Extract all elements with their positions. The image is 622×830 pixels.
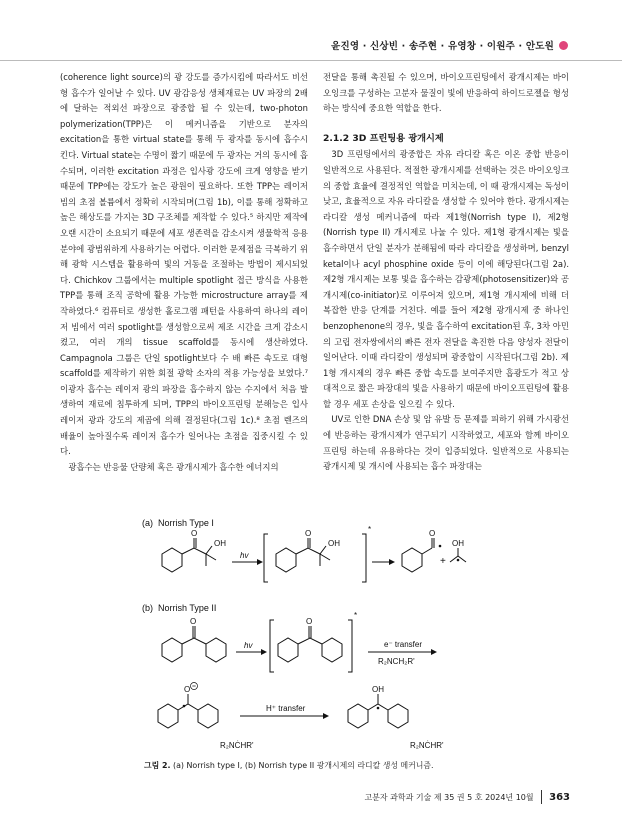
panel-a-label: (a)	[142, 518, 153, 528]
accent-dot-icon	[559, 41, 568, 50]
hv-label-a: hv	[240, 551, 249, 560]
figure-caption	[144, 760, 433, 771]
hydroxyl-a3: OH	[452, 539, 464, 548]
ketyl-radical-anion	[158, 694, 218, 728]
ketyl-oh: OH	[372, 685, 384, 694]
plus-sign: +	[440, 556, 446, 567]
carbonyl-o-b2: O	[306, 617, 313, 626]
excited-star-a: *	[368, 525, 372, 534]
benzophenone-reactant	[162, 626, 226, 662]
right-column	[323, 70, 569, 475]
anion-o: O	[184, 685, 191, 694]
bracket-left-a	[264, 534, 268, 582]
caption-text: (a) Norrish type I, (b) Norrish type II 광개시제의 라디칼 생성 메커니즘.	[170, 761, 434, 770]
bracket-left-b	[270, 620, 274, 672]
carbonyl-o-a1: O	[191, 529, 198, 538]
panel-a-title: Norrish Type I	[158, 518, 214, 528]
amine-label: R₂NCH₂R'	[378, 657, 415, 666]
left-paragraph-1: (coherence light source)의 광 강도를 증가시킴에 따라서도 비선형 흡수가 일어날 수 있다. UV 광감응성 생체재료는 UV 파장의 2배에 달하는 적외선 파장으로 광중합 될 수 있는데, two-photon polymerization(TPP)은 이 메커니즘을 기반으로 분자의 excitation을 통한 virtual state를 통해 두 광자를 동시에 흡수시킨다. Virtual state는 수명이 짧기 때문에 두 광자는 거의 동시에 흡수되며, 이러한 excitation 과정은 입사광 강도에 크게 영향을 받기 때문에 TPP에는 강도가 높은 광원이 필요하다. 또한 TPP는 레이저 빔의 초점 볼륨에서 정확히 시작되며(그림 1b), 이를 통해 정확하고 높은 해상도를 가지는 3D 구조체를 제작할 수 있다.⁵ 하지만 제작에 오랜 시간이 소요되기 때문에 세포 생존력을 감소시켜 생물학적 응용 분야에 광범위하게 사용하기는 어렵다. 이러한 문제점을 극복하기 위해 광학 시스템을 활용하여 빛의 거동을 조절하는 방법이 제시되었다. Chichkov 그룹에서는 multiple spotlight 접근 방식을 사용한 TPP를 통해 조직 공학에 활용 가능한 microstructure array를 제작하였다.⁶ 컴퓨터로 생성한 홀로그램 패턴을 사용하여 하나의 레이저 빔에서 여러 spotlight를 생성함으로써 제조 시간을 크게 감소시켰고, 여러 개의 tissue scaffold를 동시에 생산하였다. Campagnola 그룹은 단일 spotlight보다 수 배 빠른 속도로 대형 scaffold를 제작하기 위한 회절 광학 소자의 적용 가능성을 보였다.⁷ 이광자 흡수는 레이저 광의 파장을 흡수하지 않는 수지에서 처음 발생하여 재료에 침투하게 되며, TPP의 바이오프린팅 분해능은 입사 레이저 광과 강도의 제곱에 의해 결정된다(그림 1c).⁸ 초점 렌즈의 배율이 높아질수록 레이저 흡수가 일어나는 초점을 집중시킬 수 있다.	[60, 72, 308, 457]
bracket-right-a	[362, 534, 366, 582]
header-rule	[0, 60, 622, 61]
hydroxyl-a1: OH	[214, 539, 226, 548]
page-header	[331, 38, 568, 52]
caption-label: 그림 2.	[144, 761, 171, 770]
left-paragraph-2: 광흡수는 반응물 단량체 혹은 광개시제가 흡수한 에너지의	[68, 461, 279, 472]
carbonyl-o-a3: O	[429, 529, 436, 538]
author-list: 윤진영 · 신상빈 · 송주현 · 유영창 · 이원주 · 안도원	[331, 41, 554, 52]
radical-dot-anion	[183, 705, 186, 708]
excited-benzophenone	[278, 626, 342, 662]
carbonyl-o-b1: O	[190, 617, 197, 626]
hydroxyl-a2: OH	[328, 539, 340, 548]
section-heading: 2.1.2 3D 프린팅용 광개시제	[323, 132, 444, 144]
panel-b-title: Norrish Type II	[158, 603, 217, 613]
bracket-right-b	[348, 620, 352, 672]
excited-ketone-a	[276, 538, 330, 572]
hv-label-b: hv	[244, 641, 253, 650]
benzoyl-radical	[402, 538, 434, 572]
reaction-scheme	[140, 516, 485, 756]
journal-info: 고분자 과학과 기술 제 35 권 5 호 2024년 10월	[364, 792, 534, 802]
radical-dot-ketyl	[377, 707, 380, 710]
carbonyl-o-a2: O	[305, 529, 312, 538]
radical-dot-hydroxyalkyl	[457, 559, 460, 562]
figure-2	[140, 516, 485, 756]
aminoalkyl-radical-label: R₂NĊHR'	[410, 741, 444, 750]
footer-divider	[541, 790, 543, 804]
benzoyl-reactant-a	[162, 538, 216, 572]
excited-star-b: *	[354, 611, 358, 620]
ketyl-radical	[348, 694, 408, 728]
left-column	[60, 70, 308, 475]
page-footer	[364, 790, 570, 804]
h-transfer-label: H⁺ transfer	[266, 704, 306, 713]
amine-radical-cation-label: R₂NĊHR'	[220, 741, 254, 750]
panel-b-label: (b)	[142, 603, 153, 613]
page-number: 363	[549, 791, 570, 803]
e-transfer-label: e⁻ transfer	[384, 640, 423, 649]
right-paragraph-3: UV로 인한 DNA 손상 및 암 유발 등 문제를 피하기 위해 가시광선에 반응하는 광개시제가 연구되기 시작하였고, 세포와 함께 바이오프린팅 하는데 유용하다는 것이 입증되었다. 일반적으로 사용되는 광개시제 및 개시에 사용되는 흡수 파장대는	[323, 414, 569, 472]
radical-dot-benzoyl	[439, 545, 442, 548]
right-paragraph-1: 전달을 통해 촉진될 수 있으며, 바이오프린팅에서 광개시제는 바이오잉크를 구성하는 고분자 물질이 빛에 반응하여 하이드로젤을 형성하는 방식에 중요한 역할을 한다.	[323, 72, 569, 114]
right-paragraph-2: 3D 프린팅에서의 광중합은 자유 라디칼 혹은 이온 중합 반응이 일반적으로 사용된다. 적절한 광개시제를 선택하는 것은 바이오잉크의 중합 효율에 결정적인 역할을 미치는데, 이 때 광개시제는 독성이 낮고, 효율적으로 자유 라디칼을 생성할 수 있어야 한다. 광개시제는 라디칼 생성 메커니즘에 따라 제1형(Norrish type I), 제2형(Norrish type II) 개시제로 나눌 수 있다. 제1형 광개시제는 빛을 흡수하면서 단일 분자가 분해됨에 따라 라디칼을 생성하며, benzyl ketal이나 acyl phosphine oxide 등이 이에 해당된다(그림 2a). 제2형 개시제는 보통 빛을 흡수하는 감광제(photosensitizer)와 공개시제(co-initiator)로 이루어져 있으며, 제1형 개시제에 비해 더 복잡한 반응 단계를 거친다. 예를 들어 제2형 광개시제 중 하나인 benzophenone의 경우, 빛을 흡수하여 excitation된 후, 3차 아민의 고립 전자쌍에서의 빠른 전자 전달을 촉진한 다음 양성자 전달이 일어난다. 이때 라디칼이 생성되며 광중합이 시작된다(그림 2b). 제1형 개시제의 경우 빠른 중합 속도를 보여주지만 흡광도가 적고 상대적으로 짧은 파장대의 빛을 사용하기 때문에 바이오프린팅에 활용할 경우 세포 손상을 일으킬 수 있다.	[323, 149, 569, 409]
